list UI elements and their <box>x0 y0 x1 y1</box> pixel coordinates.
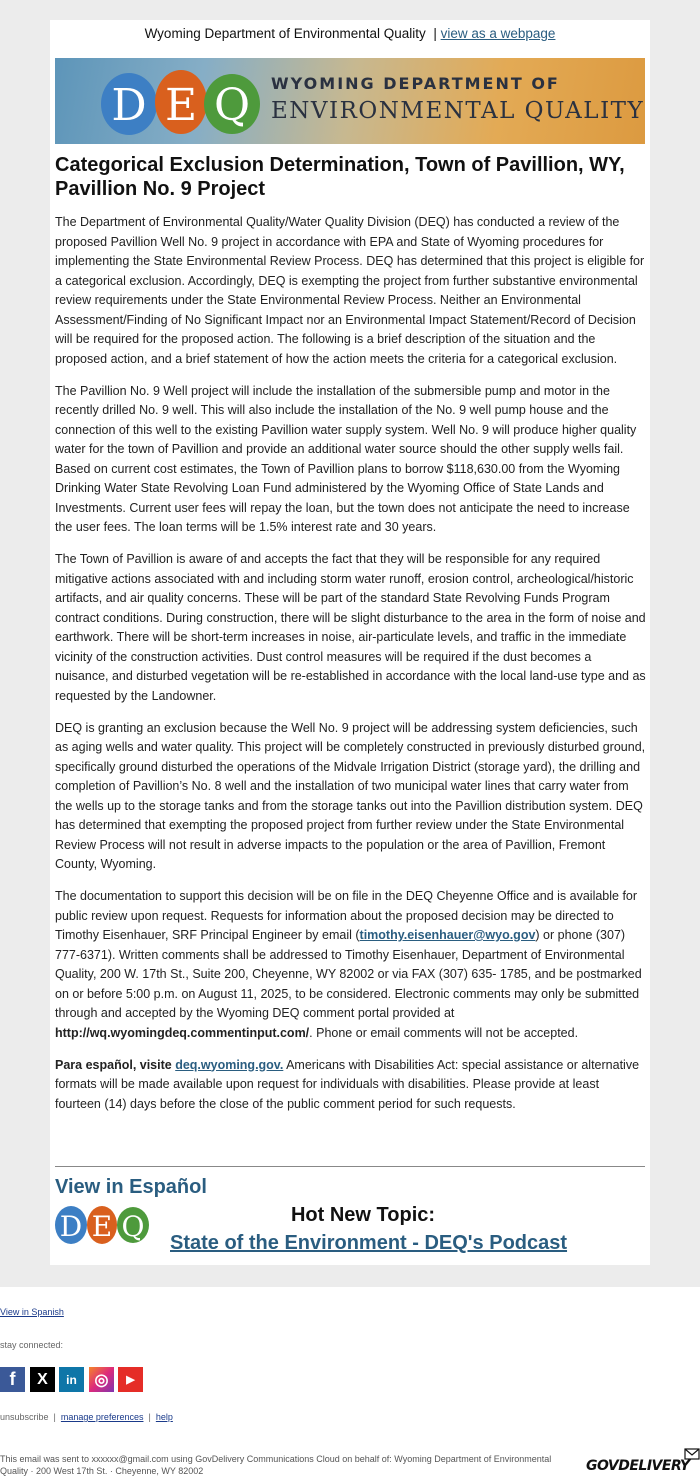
help-link[interactable]: help <box>155 1412 173 1422</box>
logo-letter-q: Q <box>213 80 251 131</box>
deq-logo <box>99 64 269 138</box>
paragraph-3: The Town of Pavillion is aware of and accepts the fact that they will be responsible for any required mitigative actions associated with and including storm water runoff, erosion control, archeological/historic artifacts, and air quality concerns. These will be part of the standard State Revolving Funds Program contract conditions. During construction, there will be slight disturbance to the area in the form of noise and earthwork. There will be short-term increases in noise, air-particulate levels, and traffic in the immediate vicinity of the construction activities. Dust control measures will be required if the dust becomes a nuisance, and disturbed vegetation will be re-established in accordance with the local land-use type and as requested by the Landowner. <box>55 552 646 703</box>
footer-sep-1: | <box>53 1412 56 1422</box>
deq-website-link[interactable]: deq.wyoming.gov. <box>175 1057 284 1072</box>
svg-text:D: D <box>59 1210 83 1243</box>
svg-text:E: E <box>91 1210 113 1243</box>
preheader-separator: | <box>433 26 437 41</box>
paragraph-5 <box>55 887 647 1043</box>
banner-line-1: WYOMING DEPARTMENT OF <box>271 74 560 93</box>
govdelivery-logo[interactable]: GOVDELIVERY <box>586 1458 690 1474</box>
email-link[interactable]: timothy.eisenhauer@wyo.gov <box>359 928 536 942</box>
comment-portal-url: http://wq.wyomingdeq.commentinput.com/ <box>55 1025 310 1040</box>
p5-text-b: ) or phone (307) 777-6371). Written comments shall be addressed to Timothy Eisenhauer, Department of Environmental Quality, 200 W. 17th St., Suite 200, Cheyenne, WY 82002 or via FAX (307) 635- 1785, and be postmarked on or before 5:00 p.m. on August 11, 2025, to be considered. Electronic comments may only be submitted through and accepted by the Wyoming DEQ comment portal provided at <box>55 928 642 1020</box>
org-name: Wyoming Department of Environmental Quality <box>144 26 426 41</box>
stay-connected-label: stay connected: <box>0 1340 64 1350</box>
facebook-icon[interactable]: f <box>0 1367 25 1392</box>
p6-rest: Americans with Disabilities Act: special assistance or alternative formats will be made available upon request for individuals with disabilities. Please provide at least fourteen (14) days before the close of the public comment period for such requests. <box>55 1057 640 1111</box>
deq-small-logo <box>54 1203 152 1247</box>
instagram-icon[interactable]: ◎ <box>89 1367 114 1392</box>
deq-banner <box>55 58 645 144</box>
manage-preferences-link[interactable]: manage preferences <box>60 1412 144 1422</box>
p5-text-c: . Phone or email comments will not be accepted. <box>309 1025 579 1040</box>
p6-lead: Para español, visite <box>55 1057 176 1072</box>
p5-text-a: The documentation to support this decision will be on file in the DEQ Cheyenne Office and is available for public review upon request. Requests for information about the proposed decision may be directed to Timothy Eisenhauer, SRF Principal Engineer by email ( <box>55 889 638 942</box>
divider <box>55 1166 645 1167</box>
paragraph-1: The Department of Environmental Quality/Water Quality Division (DEQ) has conducted a review of the proposed Pavillion Well No. 9 project in accordance with EPA and State of Wyoming procedures for implementing the State Environmental Review Process. DEQ has determined that this project is eligible for a categorical exclusion. Accordingly, DEQ is exempting the project from further substantive environmental review requirements under the State Environmental Review Process. Neither an Environmental Assessment/Finding of No Significant Impact nor an Environmental Impact Statement/Record of Decision will be required for the proposed action. The following is a brief description of the situation and the proposed action, and a brief statement of how the action meets the criteria for a categorical exclusion. <box>55 215 645 366</box>
podcast-link[interactable]: State of the Environment - DEQ's Podcast <box>170 1232 568 1254</box>
banner-line-2: ENVIRONMENTAL QUALITY <box>271 98 645 124</box>
unsubscribe-link[interactable]: unsubscribe <box>0 1412 49 1422</box>
preheader <box>50 26 650 41</box>
paragraph-2: The Pavillion No. 9 Well project will include the installation of the submersible pump and motor in the recently drilled No. 9 well. This will also include the installation of the No. 9 well pump house and the connection of this well to the existing Pavillion water supply system. Well No. 9 will produce higher quality water for the town of Pavillion and provide an additional water source should the other supply wells fail. Based on current cost estimates, the Town of Pavillion plans to borrow $118,630.00 from the Wyoming Drinking Water State Revolving Loan Fund administered by the Wyoming Office of State Lands and Investments. Current user fees will repay the loan, but the town does not anticipate the need to increase the user fees. The loan terms will be 1.5% interest rate and 30 years. <box>55 383 637 534</box>
article-body <box>55 213 647 1127</box>
footer-links <box>0 1412 173 1422</box>
svg-text:Q: Q <box>121 1210 145 1243</box>
logo-letter-e: E <box>164 80 198 131</box>
footer-disclaimer: This email was sent to xxxxxx@gmail.com using GovDelivery Communications Cloud on behalf of: Wyoming Department of Environmental Quality · 200 West 17th St. · Cheyenne, WY 82002 <box>0 1454 552 1476</box>
paragraph-4: DEQ is granting an exclusion because the Well No. 9 project will be addressing system deficiencies, such as aging wells and water quality. This project will be completely constructed in previously disturbed ground, specifically ground disturbed the operations of the Midvale Irrigation District (storage yard), the drilling and completion of Pavillion’s No. 8 well and the installation of two municipal water lines that carry water from the wells up to the storage tanks and from the storage tanks out into the Pavillion distribution system. DEQ has determined that exempting the proposed project from further review under the State Environmental Review Process will not result in adverse impacts to the population or the area of Pavillion, Fremont County, Wyoming. <box>55 720 646 871</box>
view-as-webpage-link[interactable]: view as a webpage <box>440 26 556 41</box>
article-title: Categorical Exclusion Determination, Town of Pavillion, WY, Pavillion No. 9 Project <box>55 154 625 200</box>
x-twitter-icon[interactable]: X <box>30 1367 55 1392</box>
footer-sep-2: | <box>148 1412 151 1422</box>
paragraph-6 <box>55 1056 647 1115</box>
logo-letter-d: D <box>111 80 147 131</box>
view-in-spanish-footer-link[interactable]: View in Spanish <box>0 1307 64 1317</box>
email-card <box>50 20 650 1265</box>
view-in-espanol-link[interactable]: View in Español <box>55 1176 207 1198</box>
hot-topic-heading: Hot New Topic: <box>290 1204 436 1226</box>
linkedin-icon[interactable]: in <box>59 1367 84 1392</box>
youtube-icon[interactable]: ▶ <box>118 1367 143 1392</box>
